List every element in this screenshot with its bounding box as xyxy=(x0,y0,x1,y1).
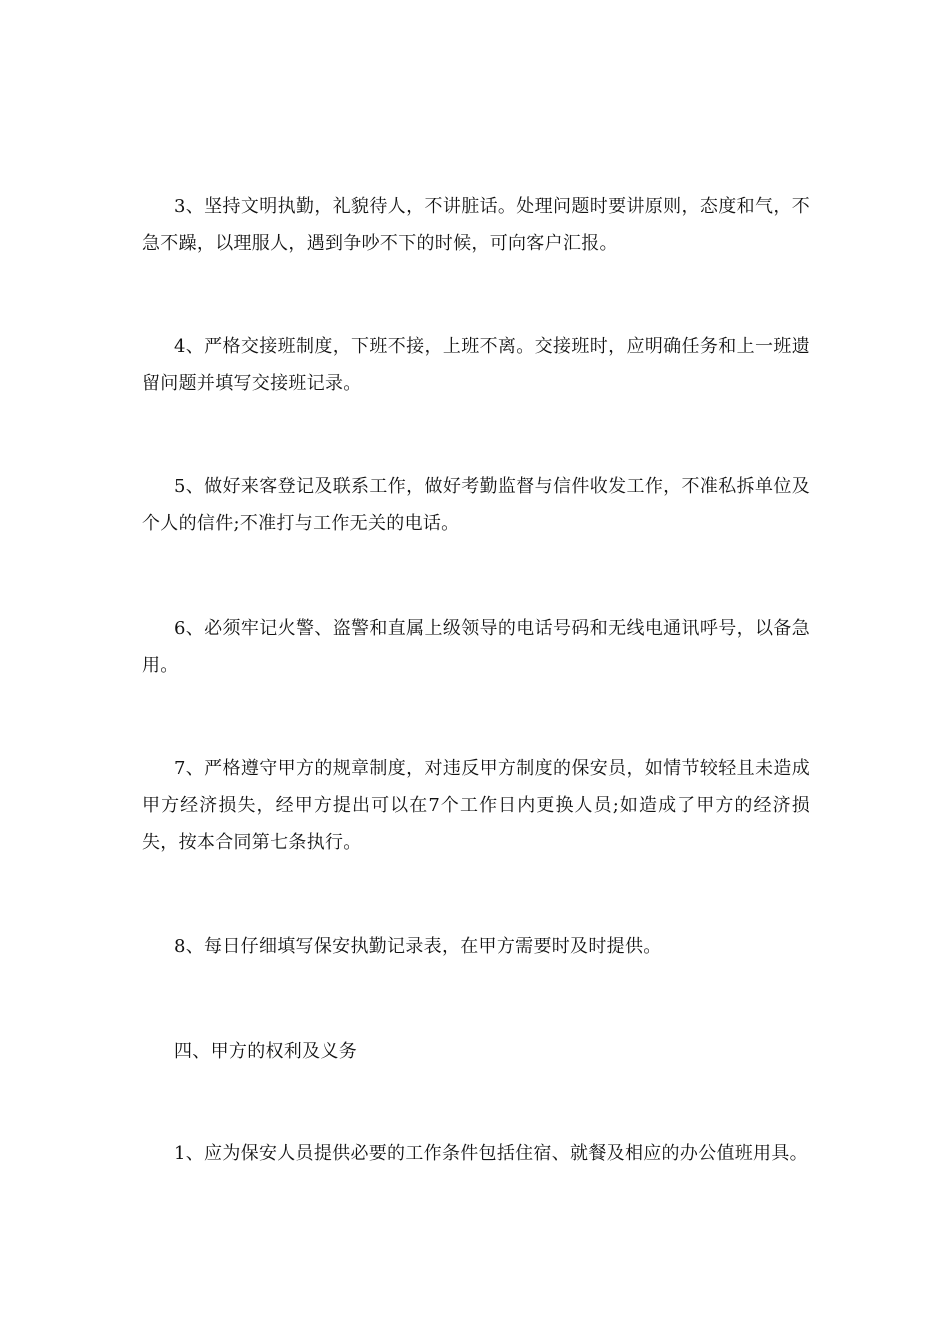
paragraph-item-5: 5、做好来客登记及联系工作，做好考勤监督与信件收发工作，不准私拆单位及个人的信件;不准打与工作无关的电话。 xyxy=(142,476,810,534)
paragraph-item-3: 3、坚持文明执勤，礼貌待人，不讲脏话。处理问题时要讲原则，态度和气，不急不躁，以理服人，遇到争吵不下的时候，可向客户汇报。 xyxy=(142,196,810,254)
paragraph-item-6: 6、必须牢记火警、盗警和直属上级领导的电话号码和无线电通讯呼号，以备急用。 xyxy=(142,618,810,676)
paragraph-item-8: 8、每日仔细填写保安执勤记录表，在甲方需要时及时提供。 xyxy=(174,936,662,957)
paragraph-item-4: 4、严格交接班制度，下班不接，上班不离。交接班时，应明确任务和上一班遗留问题并填写交接班记录。 xyxy=(142,336,810,394)
section-heading: 四、甲方的权利及义务 xyxy=(174,1041,357,1062)
section-paragraph-1: 1、应为保安人员提供必要的工作条件包括住宿、就餐及相应的办公值班用具。 xyxy=(174,1143,808,1164)
paragraph-item-7: 7、严格遵守甲方的规章制度，对违反甲方制度的保安员，如情节较轻且未造成甲方经济损失，经甲方提出可以在7个工作日内更换人员;如造成了甲方的经济损失，按本合同第七条执行。 xyxy=(142,758,811,853)
